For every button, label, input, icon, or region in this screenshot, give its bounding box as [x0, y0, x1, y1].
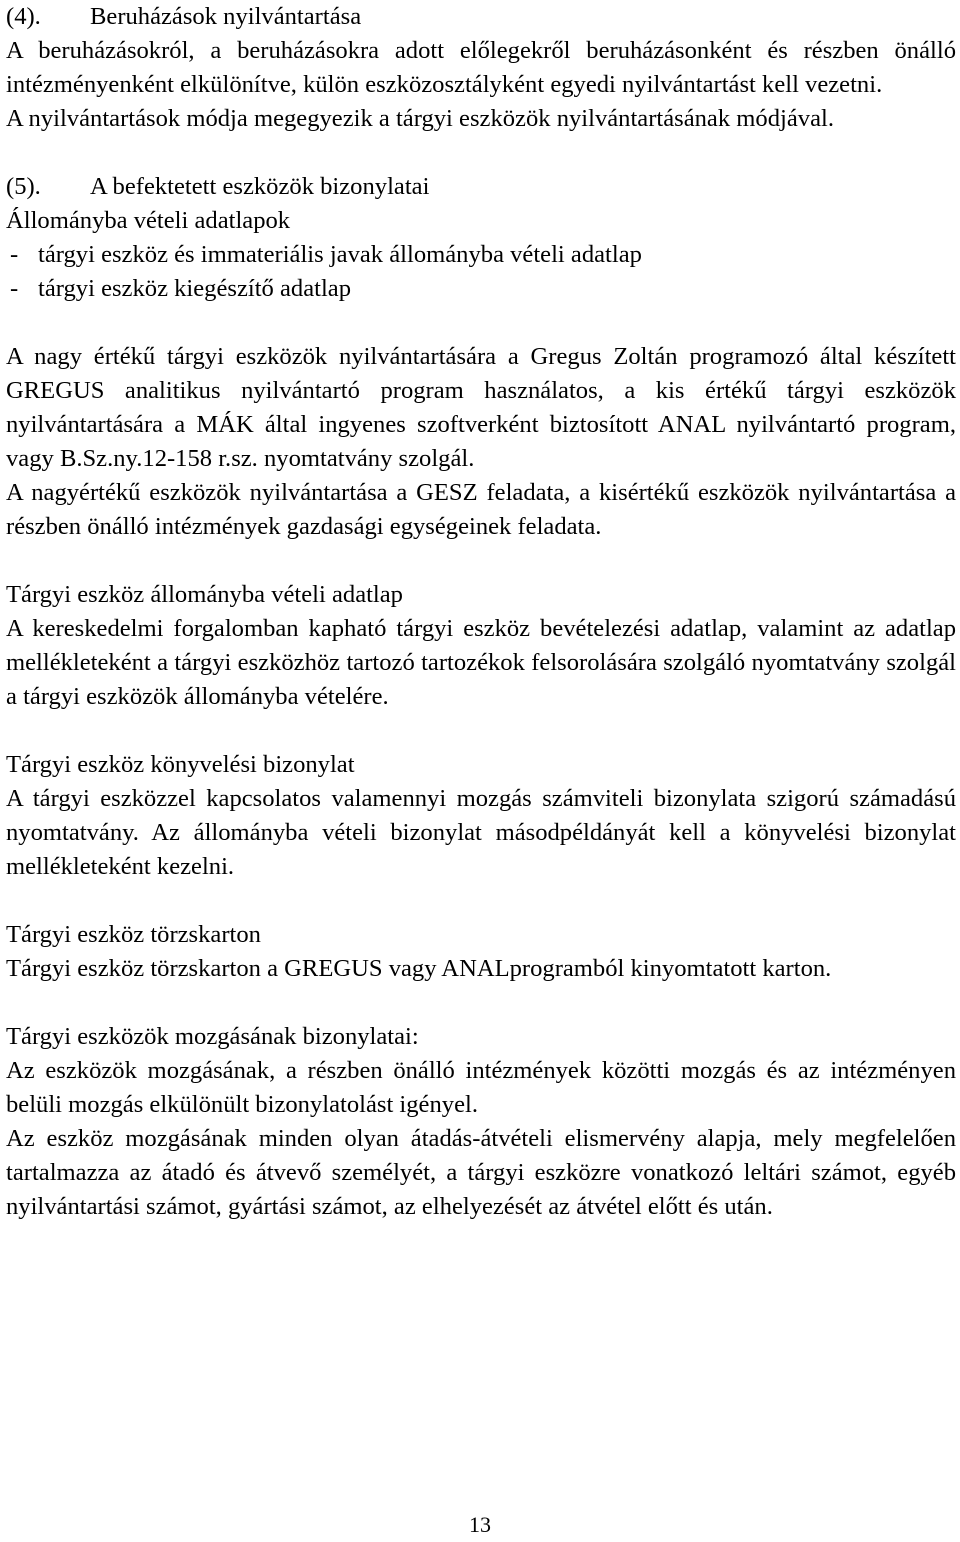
section-4-title: Beruházások nyilvántartása	[90, 3, 362, 30]
spacer	[6, 714, 956, 748]
block-title: Tárgyi eszköz könyvelési bizonylat	[6, 751, 355, 778]
spacer	[6, 986, 956, 1020]
section-5-number: (5).	[6, 173, 41, 200]
spacer	[6, 544, 956, 578]
spacer	[6, 136, 956, 170]
list-item	[6, 272, 956, 306]
section-5-title: A befektetett eszközök bizonylatai	[90, 173, 430, 200]
block-paragraph: A kereskedelmi forgalomban kapható tárgyi eszköz bevételezési adatlap, valamint az adatlap mellékleteként a tárgyi eszközhöz tartozó tartozékok felsorolására szolgáló nyomtatvány szolgál a tárgyi eszközök állományba vételére.	[6, 615, 956, 710]
block-paragraph: A tárgyi eszközzel kapcsolatos valamennyi mozgás számviteli bizonylata szigorú számadású nyomtatvány. Az állományba vételi bizonylat másodpéldányát kell a könyvelési bizonylat mellékleteként kezelni.	[6, 785, 956, 880]
section-4-paragraph: A nyilvántartások módja megegyezik a tárgyi eszközök nyilvántartásának módjával.	[6, 105, 834, 132]
block-paragraph: Az eszköz mozgásának minden olyan átadás-átvételi elismervény alapja, mely megfelelően tartalmazza az átadó és átvevő személyét, a tárgyi eszközre vonatkozó leltári számot, egyéb nyilvántartási számot, gyártási számot, az elhelyezését az átvétel előtt és után.	[6, 1125, 956, 1220]
list-item-text: tárgyi eszköz és immateriális javak állományba vételi adatlap	[38, 241, 642, 268]
section-5-paragraph: A nagyértékű eszközök nyilvántartása a GESZ feladata, a kisértékű eszközök nyilvántartása a részben önálló intézmények gazdasági egységeinek feladata.	[6, 479, 956, 540]
list-marker: -	[10, 275, 19, 302]
block-paragraph: Tárgyi eszköz törzskarton a GREGUS vagy ANALprogramból kinyomtatott karton.	[6, 955, 832, 982]
block-title: Tárgyi eszköz állományba vételi adatlap	[6, 581, 403, 608]
list-item	[6, 238, 956, 272]
list-item-text: tárgyi eszköz kiegészítő adatlap	[38, 275, 351, 302]
block-paragraph: Az eszközök mozgásának, a részben önálló intézmények közötti mozgás és az intézményen belüli mozgás elkülönült bizonylatolást igényel.	[6, 1057, 956, 1118]
spacer	[6, 306, 956, 340]
page-number: 13	[469, 1512, 491, 1537]
section-5-subtitle: Állományba vételi adatlapok	[6, 207, 291, 234]
section-5-heading	[6, 170, 956, 204]
document-page	[6, 0, 956, 1224]
section-4-heading	[6, 0, 956, 34]
block-title: Tárgyi eszközök mozgásának bizonylatai:	[6, 1023, 419, 1050]
section-4-number: (4).	[6, 3, 41, 30]
block-title: Tárgyi eszköz törzskarton	[6, 921, 261, 948]
section-5-paragraph: A nagy értékű tárgyi eszközök nyilvántartására a Gregus Zoltán programozó által készített GREGUS analitikus nyilvántartó program használatos, a kis értékű tárgyi eszközök nyilvántartására a MÁK által ingyenes szoftverként biztosított ANAL nyilvántartó program, vagy B.Sz.ny.12-158 r.sz. nyomtatvány szolgál.	[6, 343, 956, 472]
section-4-paragraph: A beruházásokról, a beruházásokra adott előlegekről beruházásonként és részben önálló intézményenként elkülönítve, külön eszközosztályként egyedi nyilvántartást kell vezetni.	[6, 37, 956, 98]
list-marker: -	[10, 241, 19, 268]
spacer	[6, 884, 956, 918]
